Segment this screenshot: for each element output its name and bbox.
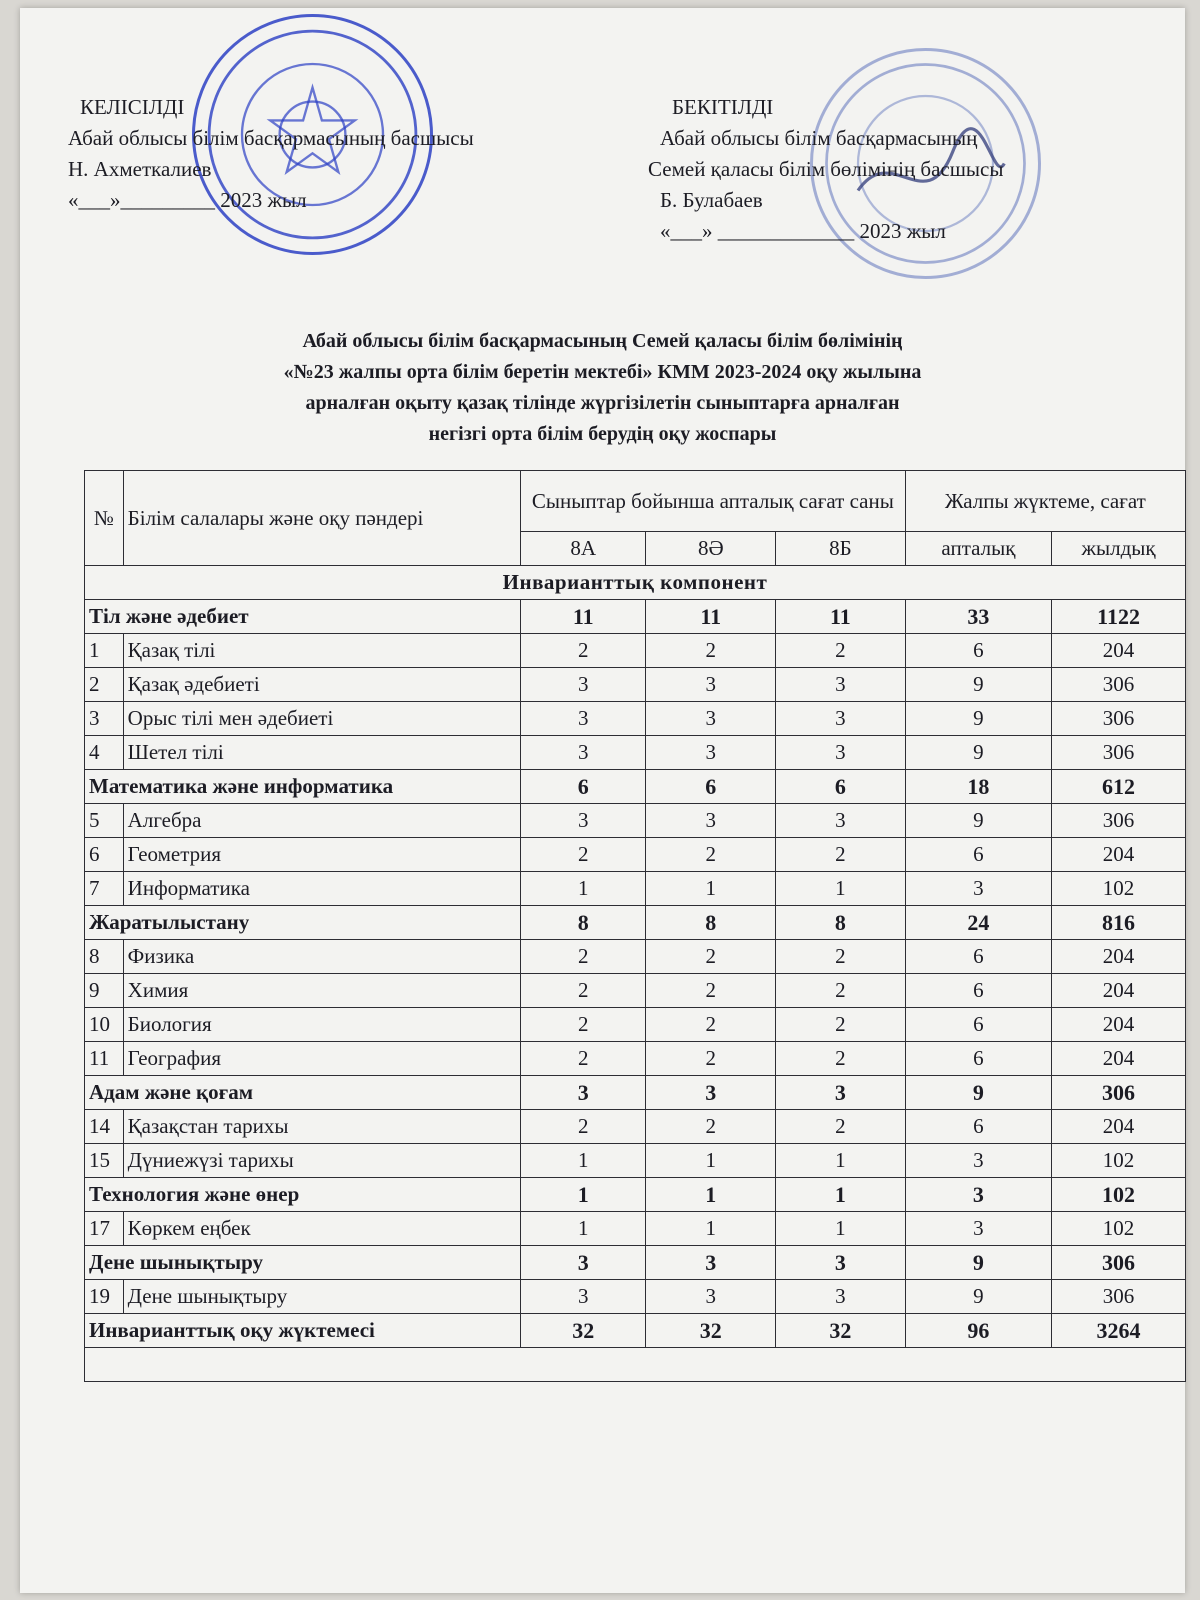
subject-number: 8 bbox=[85, 940, 124, 974]
subject-value: 3 bbox=[646, 1280, 776, 1314]
total-row bbox=[85, 1314, 1186, 1348]
subject-value: 3 bbox=[776, 702, 906, 736]
subject-value: 1 bbox=[520, 1144, 645, 1178]
header-class-8a: 8А bbox=[520, 532, 645, 566]
header-class-8b: 8Б bbox=[776, 532, 906, 566]
subject-value: 204 bbox=[1052, 634, 1186, 668]
component-heading: Инварианттық компонент bbox=[85, 566, 1186, 600]
subject-row bbox=[85, 736, 1186, 770]
subject-value: 2 bbox=[776, 634, 906, 668]
section-name: Математика және информатика bbox=[85, 770, 521, 804]
approved-block bbox=[648, 92, 1004, 247]
subject-value: 204 bbox=[1052, 838, 1186, 872]
approved-heading: БЕКІТІЛДІ bbox=[672, 95, 774, 119]
subject-name: Алгебра bbox=[123, 804, 520, 838]
section-value: 9 bbox=[905, 1076, 1051, 1110]
subject-value: 2 bbox=[776, 1110, 906, 1144]
header-class-8ae: 8Ә bbox=[646, 532, 776, 566]
section-value: 6 bbox=[520, 770, 645, 804]
subject-row bbox=[85, 838, 1186, 872]
total-label: Инварианттық оқу жүктемесі bbox=[85, 1314, 521, 1348]
subject-value: 3 bbox=[905, 872, 1051, 906]
subject-value: 6 bbox=[905, 1008, 1051, 1042]
subject-value: 3 bbox=[776, 1280, 906, 1314]
subject-value: 1 bbox=[520, 872, 645, 906]
subject-value: 6 bbox=[905, 838, 1051, 872]
empty-row bbox=[85, 1348, 1186, 1382]
subject-value: 204 bbox=[1052, 940, 1186, 974]
title-line-2: «№23 жалпы орта білім беретін мектебі» КММ 2023-2024 оқу жылына bbox=[283, 361, 922, 383]
subject-row bbox=[85, 1280, 1186, 1314]
header-subject: Білім салалары және оқу пәндері bbox=[123, 471, 520, 566]
section-value: 1 bbox=[520, 1178, 645, 1212]
subject-name: Геометрия bbox=[123, 838, 520, 872]
header-total-load: Жалпы жүктеме, сағат bbox=[905, 471, 1185, 532]
subject-value: 3 bbox=[776, 804, 906, 838]
subject-number: 15 bbox=[85, 1144, 124, 1178]
subject-value: 306 bbox=[1052, 804, 1186, 838]
subject-value: 6 bbox=[905, 1042, 1051, 1076]
section-value: 11 bbox=[776, 600, 906, 634]
section-value: 3 bbox=[646, 1246, 776, 1280]
subject-number: 11 bbox=[85, 1042, 124, 1076]
subject-name: Шетел тілі bbox=[123, 736, 520, 770]
subject-row bbox=[85, 1144, 1186, 1178]
subject-value: 102 bbox=[1052, 1144, 1186, 1178]
subject-name: Дене шынықтыру bbox=[123, 1280, 520, 1314]
subject-value: 2 bbox=[646, 974, 776, 1008]
subject-name: Биология bbox=[123, 1008, 520, 1042]
subject-row bbox=[85, 804, 1186, 838]
subject-row bbox=[85, 1110, 1186, 1144]
subject-value: 306 bbox=[1052, 702, 1186, 736]
subject-number: 10 bbox=[85, 1008, 124, 1042]
subject-value: 2 bbox=[776, 940, 906, 974]
subject-row bbox=[85, 974, 1186, 1008]
subject-value: 3 bbox=[776, 668, 906, 702]
subject-value: 6 bbox=[905, 940, 1051, 974]
agreed-block bbox=[68, 92, 474, 216]
subject-number: 1 bbox=[85, 634, 124, 668]
section-value: 306 bbox=[1052, 1076, 1186, 1110]
approved-name: Б. Булабаев bbox=[660, 188, 763, 212]
section-value: 24 bbox=[905, 906, 1051, 940]
subject-value: 2 bbox=[646, 838, 776, 872]
title-line-1: Абай облысы білім басқармасының Семей қаласы білім бөлімінің bbox=[302, 330, 903, 352]
header-yearly: жылдық bbox=[1052, 532, 1186, 566]
subject-value: 306 bbox=[1052, 668, 1186, 702]
document-sheet bbox=[20, 8, 1185, 1593]
section-row bbox=[85, 906, 1186, 940]
total-value: 32 bbox=[520, 1314, 645, 1348]
subject-value: 204 bbox=[1052, 1042, 1186, 1076]
subject-value: 2 bbox=[776, 1042, 906, 1076]
section-value: 6 bbox=[776, 770, 906, 804]
subject-value: 102 bbox=[1052, 1212, 1186, 1246]
section-name: Тіл және әдебиет bbox=[85, 600, 521, 634]
curriculum-table bbox=[84, 470, 1186, 1382]
subject-name: Химия bbox=[123, 974, 520, 1008]
subject-value: 204 bbox=[1052, 1008, 1186, 1042]
subject-name: Дүниежүзі тарихы bbox=[123, 1144, 520, 1178]
section-row bbox=[85, 770, 1186, 804]
subject-value: 3 bbox=[905, 1144, 1051, 1178]
subject-name: Көркем еңбек bbox=[123, 1212, 520, 1246]
section-name: Технология және өнер bbox=[85, 1178, 521, 1212]
section-name: Дене шынықтыру bbox=[85, 1246, 521, 1280]
subject-value: 1 bbox=[520, 1212, 645, 1246]
document-title bbox=[20, 326, 1185, 450]
subject-number: 3 bbox=[85, 702, 124, 736]
section-value: 102 bbox=[1052, 1178, 1186, 1212]
section-name: Жаратылыстану bbox=[85, 906, 521, 940]
subject-value: 2 bbox=[520, 1042, 645, 1076]
subject-name: География bbox=[123, 1042, 520, 1076]
subject-value: 9 bbox=[905, 804, 1051, 838]
subject-value: 2 bbox=[776, 1008, 906, 1042]
section-row bbox=[85, 1076, 1186, 1110]
subject-value: 204 bbox=[1052, 1110, 1186, 1144]
subject-name: Қазақ әдебиеті bbox=[123, 668, 520, 702]
subject-value: 2 bbox=[776, 838, 906, 872]
subject-row bbox=[85, 634, 1186, 668]
total-value: 96 bbox=[905, 1314, 1051, 1348]
subject-value: 204 bbox=[1052, 974, 1186, 1008]
agreed-position: Абай облысы білім басқармасының басшысы bbox=[68, 126, 474, 150]
subject-number: 19 bbox=[85, 1280, 124, 1314]
subject-value: 3 bbox=[646, 736, 776, 770]
subject-value: 1 bbox=[646, 1144, 776, 1178]
subject-name: Орыс тілі мен әдебиеті bbox=[123, 702, 520, 736]
subject-name: Қазақстан тарихы bbox=[123, 1110, 520, 1144]
subject-value: 3 bbox=[520, 1280, 645, 1314]
total-value: 32 bbox=[646, 1314, 776, 1348]
section-value: 1122 bbox=[1052, 600, 1186, 634]
subject-value: 3 bbox=[905, 1212, 1051, 1246]
section-name: Адам және қоғам bbox=[85, 1076, 521, 1110]
subject-number: 6 bbox=[85, 838, 124, 872]
subject-number: 5 bbox=[85, 804, 124, 838]
subject-number: 4 bbox=[85, 736, 124, 770]
section-row bbox=[85, 1178, 1186, 1212]
subject-row bbox=[85, 872, 1186, 906]
subject-number: 14 bbox=[85, 1110, 124, 1144]
section-value: 3 bbox=[646, 1076, 776, 1110]
subject-value: 1 bbox=[646, 1212, 776, 1246]
section-value: 3 bbox=[520, 1076, 645, 1110]
subject-value: 306 bbox=[1052, 736, 1186, 770]
header-weekly: апталық bbox=[905, 532, 1051, 566]
section-value: 3 bbox=[776, 1246, 906, 1280]
subject-number: 9 bbox=[85, 974, 124, 1008]
subject-value: 3 bbox=[646, 804, 776, 838]
subject-value: 1 bbox=[776, 872, 906, 906]
section-row bbox=[85, 1246, 1186, 1280]
subject-name: Физика bbox=[123, 940, 520, 974]
subject-value: 9 bbox=[905, 1280, 1051, 1314]
subject-value: 2 bbox=[646, 1042, 776, 1076]
subject-value: 9 bbox=[905, 702, 1051, 736]
subject-row bbox=[85, 668, 1186, 702]
subject-value: 1 bbox=[776, 1212, 906, 1246]
subject-value: 2 bbox=[776, 974, 906, 1008]
subject-number: 7 bbox=[85, 872, 124, 906]
section-value: 3 bbox=[520, 1246, 645, 1280]
header-weekly-by-class: Сыныптар бойынша апталық сағат саны bbox=[520, 471, 905, 532]
section-value: 6 bbox=[646, 770, 776, 804]
subject-value: 2 bbox=[646, 1008, 776, 1042]
subject-value: 3 bbox=[520, 668, 645, 702]
subject-value: 3 bbox=[520, 736, 645, 770]
subject-value: 2 bbox=[520, 974, 645, 1008]
section-value: 9 bbox=[905, 1246, 1051, 1280]
subject-value: 6 bbox=[905, 1110, 1051, 1144]
subject-value: 3 bbox=[776, 736, 906, 770]
subject-value: 9 bbox=[905, 736, 1051, 770]
subject-value: 102 bbox=[1052, 872, 1186, 906]
subject-value: 6 bbox=[905, 974, 1051, 1008]
agreed-heading: КЕЛІСІЛДІ bbox=[80, 95, 185, 119]
approved-date: «___» _____________ 2023 жыл bbox=[660, 219, 946, 243]
section-row bbox=[85, 600, 1186, 634]
subject-name: Информатика bbox=[123, 872, 520, 906]
subject-value: 2 bbox=[646, 940, 776, 974]
section-value: 18 bbox=[905, 770, 1051, 804]
subject-value: 6 bbox=[905, 634, 1051, 668]
title-line-3: арналған оқыту қазақ тілінде жүргізілетін сыныптарға арналған bbox=[305, 392, 900, 414]
subject-row bbox=[85, 1212, 1186, 1246]
subject-row bbox=[85, 1042, 1186, 1076]
approved-position-1: Абай облысы білім басқармасының bbox=[660, 126, 978, 150]
subject-value: 3 bbox=[520, 804, 645, 838]
subject-value: 2 bbox=[520, 1008, 645, 1042]
section-value: 1 bbox=[646, 1178, 776, 1212]
subject-value: 1 bbox=[776, 1144, 906, 1178]
subject-value: 1 bbox=[646, 872, 776, 906]
section-value: 33 bbox=[905, 600, 1051, 634]
section-value: 816 bbox=[1052, 906, 1186, 940]
total-value: 3264 bbox=[1052, 1314, 1186, 1348]
section-value: 1 bbox=[776, 1178, 906, 1212]
subject-value: 306 bbox=[1052, 1280, 1186, 1314]
subject-value: 2 bbox=[520, 634, 645, 668]
subject-row bbox=[85, 702, 1186, 736]
subject-value: 9 bbox=[905, 668, 1051, 702]
subject-name: Қазақ тілі bbox=[123, 634, 520, 668]
subject-value: 2 bbox=[520, 838, 645, 872]
section-value: 8 bbox=[646, 906, 776, 940]
section-value: 11 bbox=[520, 600, 645, 634]
empty-cell bbox=[85, 1348, 1186, 1382]
subject-value: 2 bbox=[646, 1110, 776, 1144]
header-number: № bbox=[85, 471, 124, 566]
agreed-date: «___»_________ 2023 жыл bbox=[68, 188, 307, 212]
subject-value: 2 bbox=[520, 940, 645, 974]
subject-number: 2 bbox=[85, 668, 124, 702]
section-value: 8 bbox=[520, 906, 645, 940]
section-value: 306 bbox=[1052, 1246, 1186, 1280]
subject-value: 2 bbox=[646, 634, 776, 668]
subject-row bbox=[85, 940, 1186, 974]
title-line-4: негізгі орта білім берудің оқу жоспары bbox=[428, 423, 777, 445]
subject-number: 17 bbox=[85, 1212, 124, 1246]
subject-value: 3 bbox=[646, 702, 776, 736]
section-value: 3 bbox=[905, 1178, 1051, 1212]
section-value: 3 bbox=[776, 1076, 906, 1110]
approved-position-2: Семей қаласы білім бөлімінің басшысы bbox=[648, 157, 1004, 181]
section-value: 11 bbox=[646, 600, 776, 634]
section-value: 612 bbox=[1052, 770, 1186, 804]
subject-value: 3 bbox=[520, 702, 645, 736]
subject-value: 3 bbox=[646, 668, 776, 702]
subject-value: 2 bbox=[520, 1110, 645, 1144]
agreed-name: Н. Ахметкалиев bbox=[68, 157, 212, 181]
total-value: 32 bbox=[776, 1314, 906, 1348]
section-value: 8 bbox=[776, 906, 906, 940]
subject-row bbox=[85, 1008, 1186, 1042]
